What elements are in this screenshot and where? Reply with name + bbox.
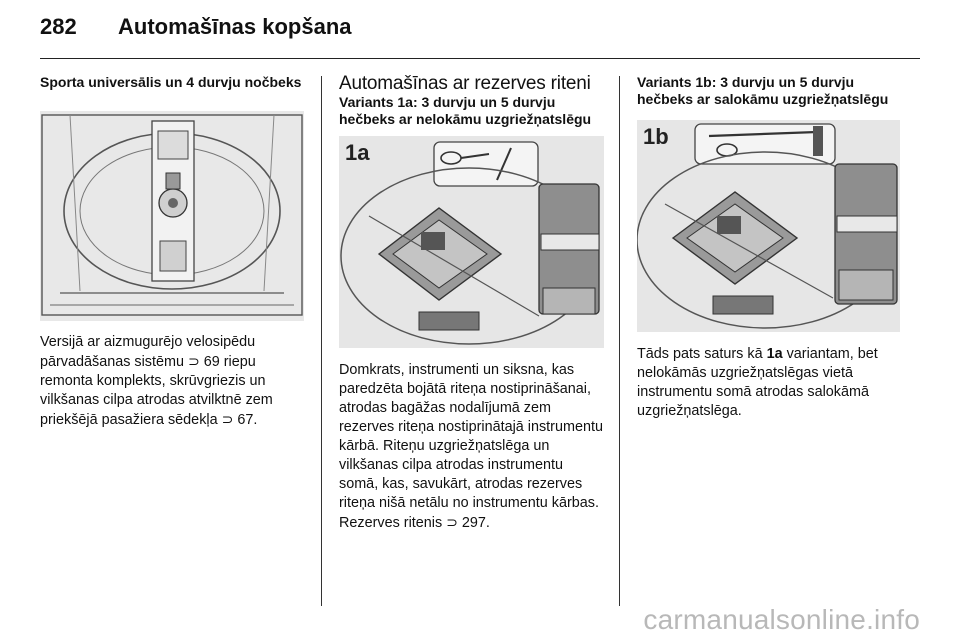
- ref-arrow-icon: ⊃: [446, 514, 458, 530]
- column-2: [339, 74, 604, 533]
- ref-arrow-icon: ⊃: [221, 411, 234, 427]
- figure-1a: [339, 136, 604, 348]
- col3-text-part: variantam, bet nelokāmās uzgriežņatslēgas vietā instrumentu somā atrodas salokāmā uzgriežņatslēga.: [637, 346, 878, 419]
- page-title: Automašīnas kopšana: [118, 14, 352, 39]
- page-ref-69[interactable]: 69: [203, 354, 220, 370]
- watermark: carmanualsonline.info: [643, 604, 920, 635]
- column-3: [637, 74, 902, 421]
- col1-text-end: .: [253, 412, 258, 428]
- ref-arrow-icon: ⊃: [187, 353, 200, 369]
- page-ref-67[interactable]: 67: [237, 412, 254, 428]
- page-ref-297[interactable]: 297: [461, 515, 486, 531]
- col1-paragraph: [40, 333, 304, 430]
- page-header: [40, 14, 352, 46]
- jack-toolbox-illustration-1b: [637, 120, 900, 332]
- col3-text-part: Tāds pats saturs kā: [637, 346, 767, 362]
- column-1: [40, 74, 304, 430]
- subheading-variant-1a: Variants 1a: 3 durvju un 5 durvju hečbeks ar nelokāmu uzgriežņatslēgu: [339, 94, 592, 127]
- subheading-variant-1b: Variants 1b: 3 durvju un 5 durvju hečbeks ar salokāmu uzgriežņatslēgu: [637, 74, 889, 107]
- figure-label-1a: 1a: [345, 140, 370, 165]
- jack-toolbox-illustration-1a: [339, 136, 604, 348]
- col3-paragraph: [637, 345, 902, 421]
- figure-spare-wheel-well: [40, 111, 304, 321]
- header-divider: [40, 58, 920, 59]
- figure-1b: [637, 120, 900, 332]
- section-heading-spare-wheel: Automašīnas ar rezerves riteni: [339, 73, 591, 94]
- figure-label-1b: 1b: [643, 124, 669, 149]
- spare-well-illustration: [40, 111, 304, 321]
- page-number: 282: [40, 14, 77, 39]
- column-divider-2: [619, 76, 620, 606]
- col1-text-part: riepu remonta komplekts, skrūvgriezis un vilkšanas cilpa atrodas atvilktnē zem priekšējā pasažiera sēdekļa: [40, 354, 273, 428]
- col2-paragraph-2: [339, 513, 604, 533]
- column-divider-1: [321, 76, 322, 606]
- col2-text-part: Rezerves ritenis: [339, 515, 447, 531]
- col2-paragraph-1: Domkrats, instrumenti un siksna, kas paredzēta bojātā riteņa nostiprināšanai, atrodas bagāžas nodalījumā zem rezerves riteņa nostiprinātajā instrumentu kārbā. Riteņu uzgriežņatslēga un vilkšanas cilpa atrodas instrumentu somā, kas, savukārt, atrodas rezerves riteņa nišā netālu no instrumentu kārbas.: [339, 362, 603, 511]
- col3-bold-ref: 1a: [766, 346, 783, 362]
- col2-text-end: .: [485, 515, 490, 531]
- col1-text-part: Versijā ar aizmugurējo velosipēdu pārvadāšanas sistēmu: [40, 334, 256, 370]
- section-heading-hatchback-4door: Sporta universālis un 4 durvju nočbeks: [40, 74, 302, 90]
